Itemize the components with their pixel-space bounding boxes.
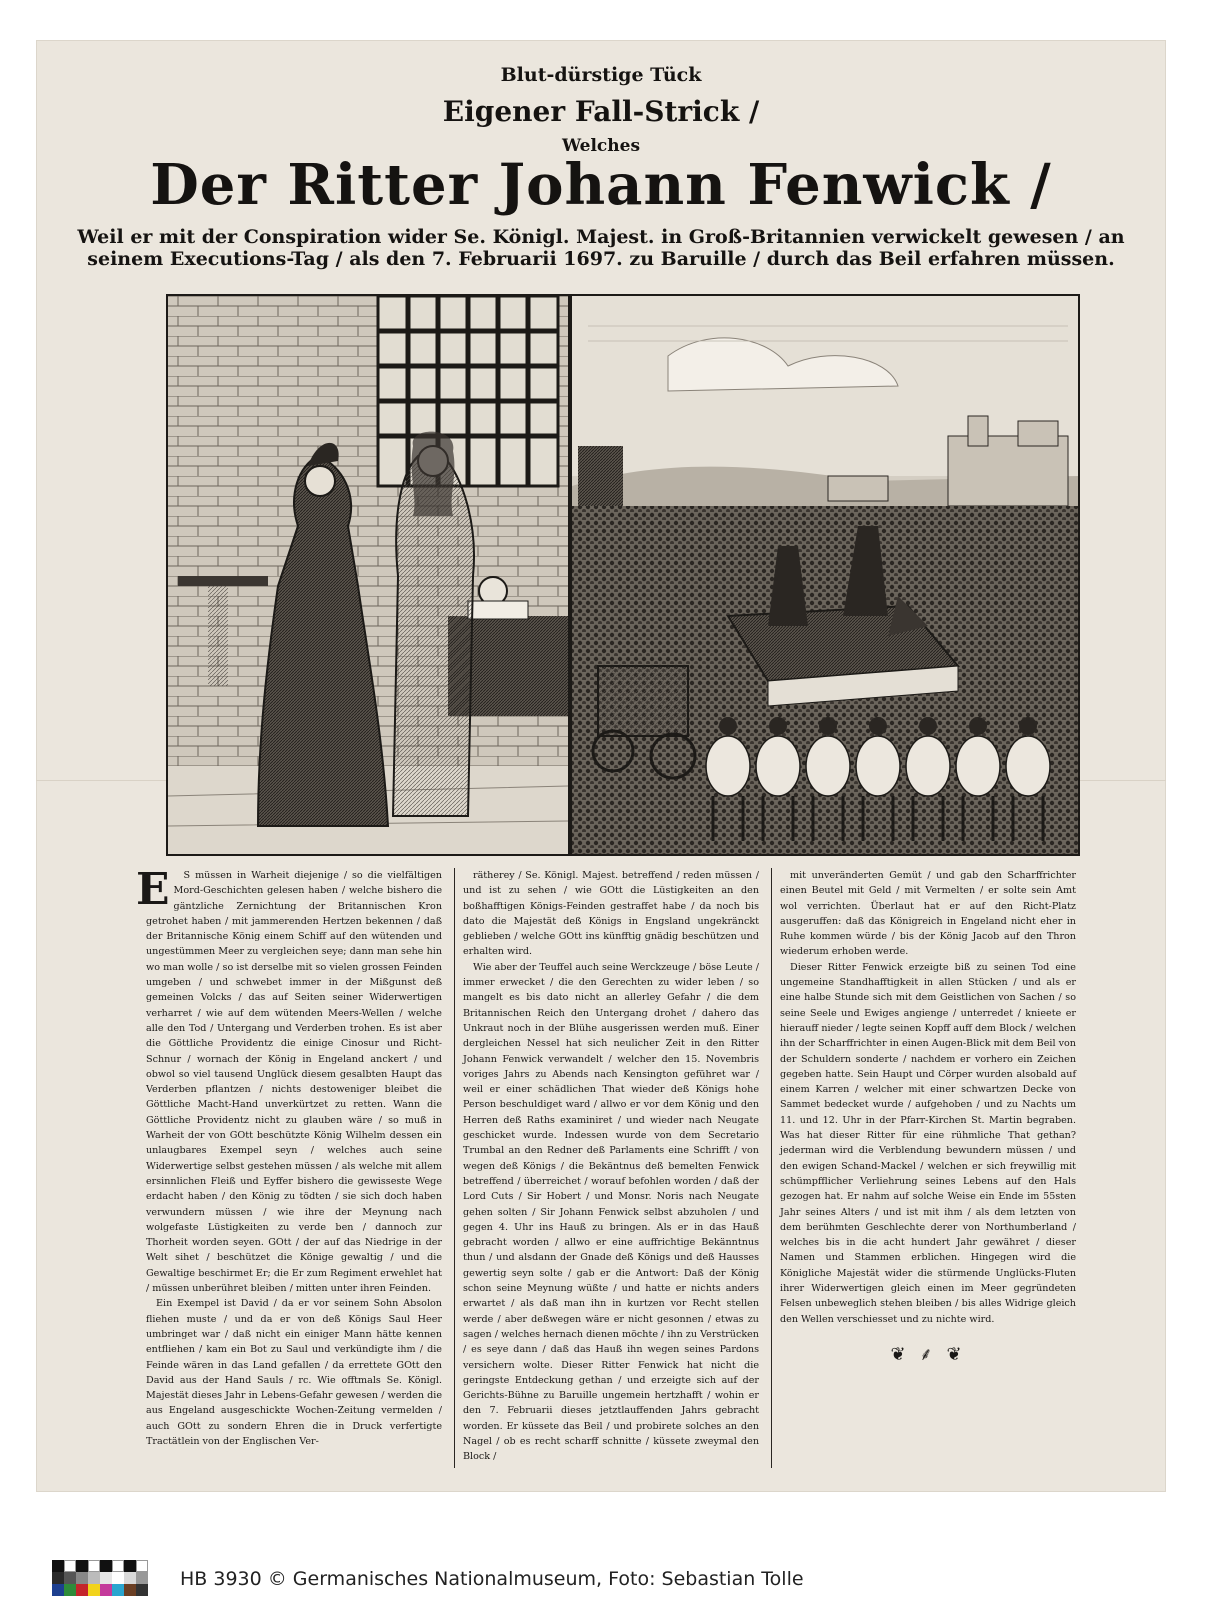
engraving-illustration <box>168 296 1078 854</box>
paragraph: Dieser Ritter Fenwick erzeigte biß zu seinen Tod eine ungemeine Standhafftigkeit in allen Stücken / und als er eine halbe Stunde sich mit dem Geistlichen von Sachen / so seine Seele und Ewiges angienge / unterredet / knieete er hierauff nieder / legte seinen Kopff auff dem Block / welchen ihn der Scharffrichter in einen Augen-Blick mit dem Beil von der Schuldern sonderte / nachdem er vorhero ein Zeichen gegeben hatte. Sein Haupt und Cörper wurden alsobald auf einem Karren / welcher mit einer schwartzen Decke von Sammet bedecket wurde / aufgehoben / und zu Nachts um 11. und 12. Uhr in der Pfarr-Kirchen St. Martin begraben. Was hat dieser Ritter für eine rühmliche That gethan? jederman wird die Verblendung bewundern müssen / und den ewigen Schand-Mackel / welchen er sich freywillig mit schümpfflicher Verliehrung seines Lebens auf den Hals gezogen hat. Er nahm auf solche Weise ein Ende im 55sten Jahr seines Alters / und ist mit ihm / als dem letzten von dem berühmten Geschlechte derer von Northumberland / welches bis in die acht hundert Jahr gewähret / dieser Namen und Stammen erblichen. Hingegen wird die Königliche Majestät wider die stürmende Unglücks-Fluten ihrer Widerwertigen gleich einen im Meer gegründeten Felsen unbeweglich stehen bleiben / bis alles Widrige gleich den Wellen verschiesset und zu nichte wird. <box>780 961 1076 1325</box>
photo-caption: HB 3930 © Germanisches Nationalmuseum, Foto: Sebastian Tolle <box>180 1568 804 1590</box>
interior-scene <box>168 296 568 854</box>
broadsheet <box>36 40 1166 1492</box>
text-column-1 <box>136 864 442 1468</box>
text-column-3 <box>771 868 1076 1468</box>
engraving-plate <box>166 294 1080 856</box>
main-title: Der Ritter Johann Fenwick / <box>150 152 1052 218</box>
title-line-1: Blut-dürstige Tück <box>500 64 702 86</box>
execution-scene <box>572 296 1078 854</box>
dropcap: E <box>136 864 170 915</box>
paragraph: S müssen in Warheit diejenige / so die vielfältigen Mord-Geschichten gelesen haben / welche bishero die gäntzliche Zernichtung der Britannischen Kron getrohet haben / mit jammerenden Hertzen bekennen / daß der Britannische König einem Schiff auf den wütenden und ungestümmen Meer zu vergleichen seye; dann man sehe hin wo man wolle / so ist derselbe mit so vielen grossen Feinden umgeben / und schwebet immer in der Mißgunst deß gemeinen Volcks / das auf Seiten seiner Widerwertigen verharret / wie auf dem wütenden Meers-Wellen / welche alle den Tod / Untergang und Verderben trohen. Es ist aber die Göttliche Providentz die einige Cinosur und Richt-Schnur / wornach der König in Engeland anckert / und obwol so viel tausend Unglück diesem gesalbten Haupt das Verderben pflantzen / nichts destoweniger bleibet die Göttliche Macht-Hand unverkürtzet zu retten. Wann die Göttliche Providentz nicht zu glauben wäre / so muß in Warheit der von GOtt beschützte König Wilhelm dessen ein unlaugbares Exempel seyn / welches auch seine Widerwertige selbst gestehen müssen / als welche mit allem ersinnlichen Fleiß und Eyffer bishero die gewisseste Wege erdacht haben / den König zu tödten / sie sich doch haben verwundern müssen / wie ihre der Meynung nach wolgefaste Lüstigkeiten zu verde ben / dannoch zur Thorheit worden seyen. GOtt / der auf das Niedrige in der Welt sihet / beschützet die Könige gewaltig / und die Gewaltige beschirmet Er; die Er zum Regiment erwehlet hat / müssen unberühret bleiben / mitten unter ihren Feinden. <box>146 870 442 1295</box>
text-column-2 <box>454 868 759 1468</box>
title-line-2: Eigener Fall-Strick / <box>442 95 760 128</box>
subtitle: Weil er mit der Conspiration wider Se. Königl. Majest. in Groß-Britannien verwickelt gewesen / an seinem Executions-Tag / als den 7. Februarii 1697. zu Baruille / durch das Beil erfahren müssen. <box>77 226 1125 270</box>
paragraph: mit unveränderten Gemüt / und gab den Scharffrichter einen Beutel mit Geld / mit Vermelten / er solte sein Amt wol verrichten. Überlaut hat er auf den Richt-Platz ausgeruffen: daß das Königreich in Engeland nicht eher in Ruhe kommen würde / bis der König Jacob auf den Thron wiederum erhoben werde. <box>780 870 1076 958</box>
paragraph: Ein Exempel ist David / da er vor seinem Sohn Absolon fliehen muste / und da er von deß Königs Saul Heer umbringet war / daß nicht ein einiger Mann hätte kennen entfliehen / kam ein Bot zu Saul und verkündigte ihm / die Feinde wären in das Land gefallen / da errettete GOtt den David aus der Hand Sauls / rc. Wie offtmals Se. Königl. Majestät dieses Jahr in Lebens-Gefahr gewesen / werden die aus Engeland ausgeschickte Wochen-Zeitung vermelden / auch GOtt zu sondern Ehren die in Druck verfertigte Tractätlein von der Englischen Ver- <box>146 1298 442 1447</box>
color-calibration-bar <box>52 1560 148 1596</box>
paragraph: Wie aber der Teuffel auch seine Werckzeuge / böse Leute / immer erwecket / die den Gerechten zu wider leben / so mangelt es bis dato nicht an allerley Gefahr / die dem Britannischen Reich den Untergang drohet / dahero das Unkraut noch in der Blühe ausgerissen werden muß. Einer dergleichen Nessel hat sich neulicher Zeit in den Ritter Johann Fenwick verwandelt / welcher den 15. Novembris voriges Jahrs zu Abends nach Kensington geführet war / weil er einer schädlichen That wieder deß Königs hohe Person beschuldiget ward / allwo er vor dem König und den Herren deß Raths examiniret / und wieder nach Neugate geschicket wurde. Indessen wurde von dem Secretario Trumbal an den Redner deß Parlaments eine Schrifft / von wegen deß Königs / die Bekäntnus deß bemelten Fenwick betreffend / überreichet / worauf befohlen worden / daß der Lord Cuts / Sir Hobert / und Monsr. Noris nach Neugate gehen solten / Sir Johann Fenwick selbst abzuholen / und gegen 4. Uhr ins Hauß zu bringen. Als er in das Hauß gebracht worden / allwo er eine auffrichtige Bekänntnus thun / und alsdann der Gnade deß Königs und deß Hausses gewertig seyn solte / gab er die Antwort: Daß der König schon seine Meynung wüßte / und hatte er nichts anders erwartet / als daß man ihn in kurtzen vor Recht stellen werde / aber deßwegen wäre er nicht gesonnen / etwas zu sagen / welches hernach dienen möchte / ihn zu Verstrücken / es seye dann / daß das Hauß ihn wegen seines Pardons versichern wolte. Dieser Ritter Fenwick hat nicht die geringste Entdeckung gethan / und erzeigte sich auf der Gerichts-Bühne zu Baruille ungemein hertzhafft / wohin er den 7. Februarii dieses jetztlauffenden Jahrs gebracht worden. Er küssete das Beil / und probirete solches an den Nagel / ob es recht scharff schnitte / küssete zweymal den Block / <box>463 961 759 1463</box>
ornament-icon: ❦ ⸙ ❦ <box>890 1343 966 1365</box>
body-text <box>136 864 1076 1468</box>
title-line-3: Welches <box>561 136 641 156</box>
paragraph: rätherey / Se. Königl. Majest. betreffend / reden müssen / und ist zu sehen / wie GOtt die Lüstigkeiten an den boßhafftigen Königs-Feinden gestraffet habe / da noch bis dato die Majestät deß Königs in Engsland ungekränckt geblieben / welche GOtt ins künfftig gnädig beschützen und erhalten wird. <box>463 870 759 958</box>
footer <box>0 1540 1209 1600</box>
